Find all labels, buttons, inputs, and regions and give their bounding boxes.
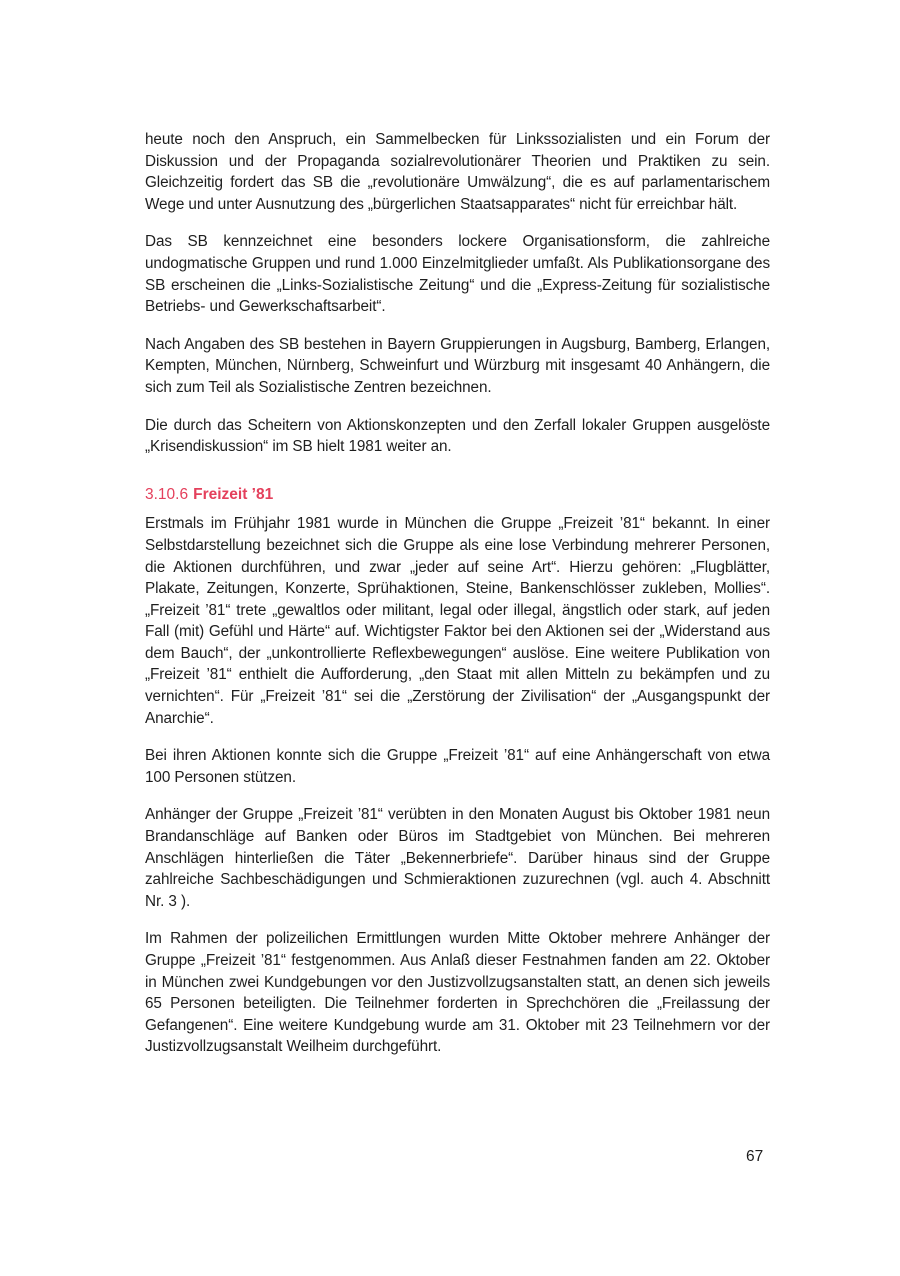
- paragraph-freizeit-followers: Bei ihren Aktionen konnte sich die Gruppe „Freizeit ’81“ auf eine Anhängerschaft von etwa 100 Personen stützen.: [145, 747, 770, 786]
- paragraph-freizeit-attacks: Anhänger der Gruppe „Freizeit ’81“ verübten in den Monaten August bis Oktober 1981 neun Brandanschläge auf Banken oder Büros im Stadtgebiet von München. Bei mehreren Anschlägen hinterließen die Täter „Bekennerbriefe“. Darüber hinaus sind der Gruppe zahlreiche Sachbeschädigungen und Schmieraktionen zuzurechnen (vgl. auch 4. Abschnitt Nr. 3 ).: [145, 806, 770, 910]
- paragraph-freizeit-intro: Erstmals im Frühjahr 1981 wurde in München die Gruppe „Freizeit ’81“ bekannt. In einer Selbstdarstellung bezeichnet sich die Gruppe als eine lose Verbindung mehrerer Personen, die Aktionen durchführen, und zwar „jeder auf seine Art“. Hierzu gehören: „Flugblätter, Plakate, Zeitungen, Konzerte, Sprühaktionen, Steine, Bankenschlösser zukleben, Mollies“. „Freizeit ’81“ trete „gewaltlos oder militant, legal oder illegal, ängstlich oder stark, auf jeden Fall (mit) Gefühl und Härte“ auf. Wichtigster Faktor bei den Aktionen sei der „Widerstand aus dem Bauch“, der „unkontrollierte Reflexbewegungen“ auslöse. Eine weitere Publikation von „Freizeit ’81“ enthielt die Aufforderung, „den Staat mit allen Mitteln zu bekämpfen und zu vernichten“. Für „Freizeit ’81“ sei die „Zerstörung der Zivilisation“ der „Ausgangspunkt der Anarchie“.: [145, 515, 770, 727]
- page-body: [145, 129, 770, 1074]
- section-heading: [145, 484, 770, 506]
- paragraph-sb-organisation: Das SB kennzeichnet eine besonders lockere Organisationsform, die zahlreiche undogmatische Gruppen und rund 1.000 Einzelmitglieder umfaßt. Als Publikationsorgane des SB erscheinen die „Links-Sozialistische Zeitung“ und die „Express-Zeitung für sozialistische Betriebs- und Gewerkschaftsarbeit“.: [145, 233, 770, 316]
- paragraph-freizeit-arrests: Im Rahmen der polizeilichen Ermittlungen wurden Mitte Oktober mehrere Anhänger der Gruppe „Freizeit ’81“ festgenommen. Aus Anlaß dieser Festnahmen fanden am 22. Oktober in München zwei Kundgebungen vor den Justizvollzugsanstalten statt, an denen sich jeweils 65 Personen beteiligten. Die Teilnehmer forderten in Sprechchören die „Freilassung der Gefangenen“. Eine weitere Kundgebung wurde am 31. Oktober mit 23 Teilnehmern vor der Justizvollzugsanstalt Weilheim durchgeführt.: [145, 930, 770, 1056]
- section-number: 3.10.6: [145, 485, 189, 503]
- paragraph-sb-claim: heute noch den Anspruch, ein Sammelbecken für Linkssozialisten und ein Forum der Diskussion und der Propaganda sozialrevolutionärer Theorien und Praktiken zu sein. Gleichzeitig fordert das SB die „revolutionäre Umwälzung“, die es auf parlamentarischem Wege und unter Ausnutzung des „bürgerlichen Staatsapparates“ nicht für erreichbar hält.: [145, 131, 770, 213]
- paragraph-sb-crisis: Die durch das Scheitern von Aktionskonzepten und den Zerfall lokaler Gruppen ausgelöste „Krisendiskussion“ im SB hielt 1981 weiter an.: [145, 416, 770, 456]
- paragraph-sb-bavaria: Nach Angaben des SB bestehen in Bayern Gruppierungen in Augsburg, Bamberg, Erlangen, Kempten, München, Nürnberg, Schweinfurt und Würzburg mit insgesamt 40 Anhängern, die sich zum Teil als Sozialistische Zentren bezeichnen.: [145, 335, 770, 396]
- page-number: 67: [746, 1148, 764, 1165]
- section-title: Freizeit ’81: [193, 485, 274, 503]
